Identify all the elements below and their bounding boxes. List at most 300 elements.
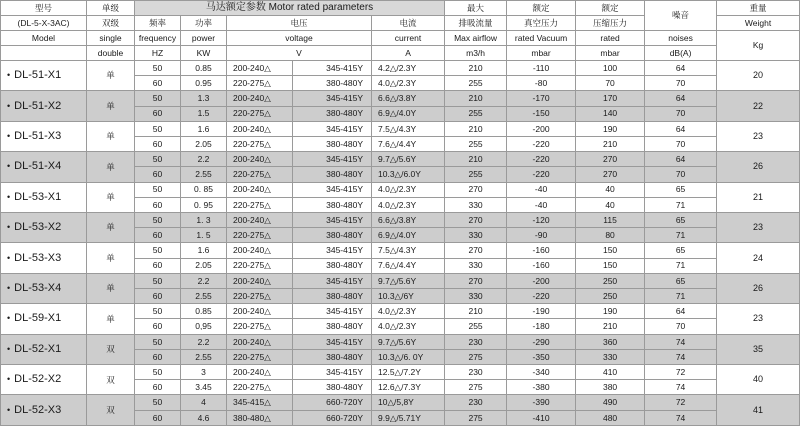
model-name: DL-59-X1 — [14, 312, 62, 325]
power-cell: 1. 3 — [181, 213, 227, 228]
voltage-delta-cell: 200-240△ — [227, 182, 293, 197]
bullet-icon: • — [7, 313, 11, 324]
bullet-icon: • — [7, 343, 11, 354]
airflow-cell: 270 — [445, 213, 507, 228]
airflow-cell: 210 — [445, 121, 507, 136]
voltage-delta-cell: 200-240△ — [227, 334, 293, 349]
frequency-cell: 50 — [135, 182, 181, 197]
vacuum-cell: -40 — [507, 197, 576, 212]
power-cell: 0.95 — [181, 76, 227, 91]
current-cell: 4.0△/2.3Y — [372, 319, 445, 334]
model-name-cell — [1, 61, 87, 91]
weight-cell: 40 — [717, 365, 800, 395]
noise-cell: 65 — [645, 213, 717, 228]
pressure-cell: 250 — [576, 289, 645, 304]
voltage-delta-cell: 380-480△ — [227, 410, 293, 425]
stage-cell: 单 — [87, 182, 135, 212]
power-cell: 1.6 — [181, 243, 227, 258]
voltage-star-cell: 345-415Y — [293, 243, 372, 258]
voltage-delta-cell: 345-415△ — [227, 395, 293, 410]
power-en-header: power — [181, 31, 227, 46]
weight-cell: 35 — [717, 334, 800, 364]
vacuum-cell: -160 — [507, 243, 576, 258]
voltage-star-cell: 380-480Y — [293, 380, 372, 395]
airflow-cell: 275 — [445, 349, 507, 364]
vacuum-cell: -380 — [507, 380, 576, 395]
airflow-cell: 255 — [445, 137, 507, 152]
airflow-cell: 210 — [445, 91, 507, 106]
vacuum-cell: -350 — [507, 349, 576, 364]
pressure-cell: 70 — [576, 76, 645, 91]
weight-cell: 23 — [717, 121, 800, 151]
frequency-cell: 60 — [135, 167, 181, 182]
model-name: DL-51-X4 — [14, 160, 62, 173]
voltage-star-cell: 380-480Y — [293, 197, 372, 212]
pressure-cell: 150 — [576, 243, 645, 258]
frequency-cell: 50 — [135, 213, 181, 228]
vacuum-cell: -180 — [507, 319, 576, 334]
weight-cell: 26 — [717, 273, 800, 303]
current-cell: 6.9△/4.0Y — [372, 106, 445, 121]
voltage-star-cell: 345-415Y — [293, 121, 372, 136]
power-cell: 1.6 — [181, 121, 227, 136]
voltage-delta-cell: 220-275△ — [227, 137, 293, 152]
noise-cell: 74 — [645, 349, 717, 364]
vacuum-en-header: rated Vacuum — [507, 31, 576, 46]
frequency-cell: 60 — [135, 410, 181, 425]
header-row-4 — [1, 46, 800, 61]
weight-cell: 24 — [717, 243, 800, 273]
pressure-cell: 210 — [576, 319, 645, 334]
frequency-unit-header: HZ — [135, 46, 181, 61]
model-name-cell — [1, 304, 87, 334]
table-row — [1, 121, 800, 136]
power-cell: 2.2 — [181, 334, 227, 349]
power-cell: 0,95 — [181, 319, 227, 334]
bullet-icon: • — [7, 404, 11, 415]
frequency-cell: 60 — [135, 319, 181, 334]
frequency-cell: 60 — [135, 137, 181, 152]
pressure-cn2-header: 压缩压力 — [576, 16, 645, 31]
model-cn-header: 型号 — [1, 1, 87, 16]
frequency-cell: 60 — [135, 106, 181, 121]
frequency-en-header: frequency — [135, 31, 181, 46]
frequency-cell: 50 — [135, 365, 181, 380]
current-cell: 7.6△/4.4Y — [372, 258, 445, 273]
airflow-cell: 330 — [445, 228, 507, 243]
model-name: DL-51-X2 — [14, 99, 62, 112]
voltage-delta-cell: 220-275△ — [227, 197, 293, 212]
power-cell: 2.05 — [181, 258, 227, 273]
frequency-cell: 50 — [135, 334, 181, 349]
airflow-unit-header: m3/h — [445, 46, 507, 61]
airflow-cell: 210 — [445, 61, 507, 76]
level-double-en-header: double — [87, 46, 135, 61]
bullet-icon: • — [7, 131, 11, 142]
voltage-delta-cell: 220-275△ — [227, 228, 293, 243]
table-row — [1, 182, 800, 197]
stage-cell: 单 — [87, 213, 135, 243]
noise-cell: 72 — [645, 395, 717, 410]
frequency-cell: 60 — [135, 228, 181, 243]
current-en-header: current — [372, 31, 445, 46]
pressure-cell: 250 — [576, 273, 645, 288]
voltage-delta-cell: 220-275△ — [227, 76, 293, 91]
voltage-delta-cell: 220-275△ — [227, 106, 293, 121]
frequency-cell: 50 — [135, 61, 181, 76]
vacuum-cell: -110 — [507, 61, 576, 76]
voltage-delta-cell: 200-240△ — [227, 121, 293, 136]
current-unit-header: A — [372, 46, 445, 61]
airflow-cell: 275 — [445, 380, 507, 395]
power-cell: 4.6 — [181, 410, 227, 425]
current-cell: 7.5△/4.3Y — [372, 121, 445, 136]
pressure-cell: 150 — [576, 258, 645, 273]
header-row-1 — [1, 1, 800, 16]
power-cell: 2.05 — [181, 137, 227, 152]
model-name: DL-53-X4 — [14, 282, 62, 295]
power-cell: 0.85 — [181, 61, 227, 76]
table-row — [1, 61, 800, 76]
voltage-star-cell: 345-415Y — [293, 213, 372, 228]
bullet-icon: • — [7, 161, 11, 172]
voltage-star-cell: 660-720Y — [293, 410, 372, 425]
voltage-delta-cell: 220-275△ — [227, 380, 293, 395]
weight-en-header: Weight — [717, 16, 800, 31]
header-row-3 — [1, 31, 800, 46]
model-name: DL-51-X1 — [14, 69, 62, 82]
frequency-cell: 60 — [135, 76, 181, 91]
airflow-cell: 210 — [445, 152, 507, 167]
model-name-cell — [1, 365, 87, 395]
stage-cell: 双 — [87, 365, 135, 395]
model-name-cell — [1, 91, 87, 121]
pressure-cell: 115 — [576, 213, 645, 228]
power-cell: 2.2 — [181, 152, 227, 167]
vacuum-cell: -340 — [507, 365, 576, 380]
pressure-cn1-header: 额定 — [576, 1, 645, 16]
frequency-cn-header: 频率 — [135, 16, 181, 31]
model-name: DL-52-X1 — [14, 342, 62, 355]
voltage-star-cell: 345-415Y — [293, 304, 372, 319]
noise-cn-header: 噪音 — [645, 1, 717, 31]
noise-cell: 70 — [645, 319, 717, 334]
stage-cell: 单 — [87, 152, 135, 182]
pressure-cell: 190 — [576, 121, 645, 136]
current-cell: 10.3△/6. 0Y — [372, 349, 445, 364]
bullet-icon: • — [7, 100, 11, 111]
pressure-cell: 270 — [576, 152, 645, 167]
power-cell: 2.2 — [181, 273, 227, 288]
model-name-cell — [1, 243, 87, 273]
noise-cell: 64 — [645, 121, 717, 136]
noise-cell: 64 — [645, 304, 717, 319]
model-name-cell — [1, 121, 87, 151]
weight-cell: 23 — [717, 213, 800, 243]
power-cell: 1.3 — [181, 91, 227, 106]
voltage-delta-cell: 200-240△ — [227, 243, 293, 258]
weight-cell: 26 — [717, 152, 800, 182]
pressure-cell: 210 — [576, 137, 645, 152]
voltage-delta-cell: 200-240△ — [227, 213, 293, 228]
airflow-cn2-header: 排吸流量 — [445, 16, 507, 31]
power-cell: 0.85 — [181, 304, 227, 319]
model-name: DL-51-X3 — [14, 130, 62, 143]
frequency-cell: 50 — [135, 273, 181, 288]
pressure-cell: 480 — [576, 410, 645, 425]
current-cn-header: 电流 — [372, 16, 445, 31]
noise-cell: 65 — [645, 273, 717, 288]
pressure-cell: 490 — [576, 395, 645, 410]
airflow-cell: 255 — [445, 167, 507, 182]
vacuum-cell: -150 — [507, 106, 576, 121]
vacuum-cell: -410 — [507, 410, 576, 425]
power-cell: 0. 85 — [181, 182, 227, 197]
vacuum-cell: -190 — [507, 304, 576, 319]
voltage-star-cell: 380-480Y — [293, 106, 372, 121]
voltage-delta-cell: 200-240△ — [227, 91, 293, 106]
stage-cell: 单 — [87, 243, 135, 273]
pressure-cell: 190 — [576, 304, 645, 319]
current-cell: 10△/5,8Y — [372, 395, 445, 410]
noise-cell: 71 — [645, 228, 717, 243]
table-row — [1, 91, 800, 106]
weight-cell: 41 — [717, 395, 800, 426]
power-cell: 3 — [181, 365, 227, 380]
voltage-star-cell: 380-480Y — [293, 76, 372, 91]
voltage-star-cell: 380-480Y — [293, 137, 372, 152]
table-row — [1, 365, 800, 380]
weight-cell: 23 — [717, 304, 800, 334]
pressure-en-header: rated — [576, 31, 645, 46]
bullet-icon: • — [7, 374, 11, 385]
vacuum-cell: -160 — [507, 258, 576, 273]
voltage-star-cell: 345-415Y — [293, 91, 372, 106]
voltage-star-cell: 345-415Y — [293, 61, 372, 76]
bullet-icon: • — [7, 283, 11, 294]
frequency-cell: 50 — [135, 121, 181, 136]
vacuum-cell: -40 — [507, 182, 576, 197]
pressure-cell: 100 — [576, 61, 645, 76]
power-cell: 2.55 — [181, 349, 227, 364]
model-name-cell — [1, 213, 87, 243]
pressure-cell: 330 — [576, 349, 645, 364]
airflow-cell: 270 — [445, 182, 507, 197]
current-cell: 9.7△/5.6Y — [372, 152, 445, 167]
table-row — [1, 395, 800, 410]
power-cell: 0. 95 — [181, 197, 227, 212]
table-row — [1, 334, 800, 349]
pressure-cell: 360 — [576, 334, 645, 349]
frequency-cell: 50 — [135, 152, 181, 167]
voltage-delta-cell: 200-240△ — [227, 304, 293, 319]
current-cell: 10.3△/6Y — [372, 289, 445, 304]
voltage-star-cell: 380-480Y — [293, 289, 372, 304]
model-name-cell — [1, 334, 87, 364]
stage-cell: 单 — [87, 273, 135, 303]
model-en-header: Model — [1, 31, 87, 46]
power-unit-header: KW — [181, 46, 227, 61]
airflow-cell: 330 — [445, 197, 507, 212]
model-name: DL-53-X3 — [14, 251, 62, 264]
voltage-star-cell: 660-720Y — [293, 395, 372, 410]
stage-cell: 单 — [87, 61, 135, 91]
voltage-en-header: voltage — [227, 31, 372, 46]
current-cell: 9.7△/5.6Y — [372, 273, 445, 288]
noise-cell: 70 — [645, 167, 717, 182]
voltage-delta-cell: 200-240△ — [227, 61, 293, 76]
current-cell: 4.0△/2.3Y — [372, 197, 445, 212]
voltage-star-cell: 380-480Y — [293, 228, 372, 243]
weight-cell: 20 — [717, 61, 800, 91]
voltage-star-cell: 345-415Y — [293, 152, 372, 167]
vacuum-cell: -390 — [507, 395, 576, 410]
current-cell: 4.0△/2.3Y — [372, 182, 445, 197]
stage-cell: 单 — [87, 121, 135, 151]
noise-cell: 65 — [645, 243, 717, 258]
power-cell: 4 — [181, 395, 227, 410]
frequency-cell: 50 — [135, 304, 181, 319]
bullet-icon: • — [7, 252, 11, 263]
weight-cell: 22 — [717, 91, 800, 121]
noise-cell: 70 — [645, 76, 717, 91]
pressure-cell: 80 — [576, 228, 645, 243]
vacuum-cell: -200 — [507, 121, 576, 136]
voltage-delta-cell: 220-275△ — [227, 319, 293, 334]
vacuum-cell: -120 — [507, 213, 576, 228]
current-cell: 6.9△/4.0Y — [372, 228, 445, 243]
noise-cell: 64 — [645, 91, 717, 106]
model-name-cell — [1, 182, 87, 212]
frequency-cell: 60 — [135, 349, 181, 364]
pressure-cell: 40 — [576, 182, 645, 197]
noise-cell: 70 — [645, 137, 717, 152]
voltage-cn-header: 电压 — [227, 16, 372, 31]
vacuum-cn1-header: 额定 — [507, 1, 576, 16]
noise-cell: 74 — [645, 380, 717, 395]
noise-cell: 72 — [645, 365, 717, 380]
frequency-cell: 60 — [135, 258, 181, 273]
vacuum-cell: -220 — [507, 137, 576, 152]
voltage-star-cell: 380-480Y — [293, 319, 372, 334]
pressure-cell: 270 — [576, 167, 645, 182]
table-row — [1, 304, 800, 319]
power-cn-header: 功率 — [181, 16, 227, 31]
level-double-cn-header: 双级 — [87, 16, 135, 31]
voltage-delta-cell: 220-275△ — [227, 167, 293, 182]
table-row — [1, 213, 800, 228]
level-single-en-header: single — [87, 31, 135, 46]
airflow-cell: 275 — [445, 410, 507, 425]
noise-en-header: noises — [645, 31, 717, 46]
model-table-body — [1, 61, 800, 426]
airflow-cell: 270 — [445, 243, 507, 258]
noise-cell: 71 — [645, 197, 717, 212]
noise-unit-header: dB(A) — [645, 46, 717, 61]
current-cell: 6.6△/3.8Y — [372, 91, 445, 106]
frequency-cell: 50 — [135, 395, 181, 410]
current-cell: 6.6△/3.8Y — [372, 213, 445, 228]
stage-cell: 双 — [87, 395, 135, 426]
noise-cell: 71 — [645, 289, 717, 304]
power-cell: 1. 5 — [181, 228, 227, 243]
model-name-cell — [1, 395, 87, 426]
vacuum-cell: -200 — [507, 273, 576, 288]
airflow-en-header: Max airflow — [445, 31, 507, 46]
current-cell: 4.0△/2.3Y — [372, 304, 445, 319]
table-row — [1, 273, 800, 288]
noise-cell: 64 — [645, 61, 717, 76]
vacuum-cell: -290 — [507, 334, 576, 349]
voltage-star-cell: 345-415Y — [293, 334, 372, 349]
pressure-cell: 170 — [576, 91, 645, 106]
power-cell: 1.5 — [181, 106, 227, 121]
airflow-cn1-header: 最大 — [445, 1, 507, 16]
bullet-icon: • — [7, 222, 11, 233]
airflow-cell: 255 — [445, 76, 507, 91]
noise-cell: 65 — [645, 182, 717, 197]
current-cell: 9.9△/5.71Y — [372, 410, 445, 425]
voltage-delta-cell: 200-240△ — [227, 365, 293, 380]
voltage-star-cell: 345-415Y — [293, 182, 372, 197]
current-cell: 9.7△/5.6Y — [372, 334, 445, 349]
current-cell: 7.5△/4.3Y — [372, 243, 445, 258]
voltage-delta-cell: 220-275△ — [227, 349, 293, 364]
current-cell: 12.5△/7.2Y — [372, 365, 445, 380]
voltage-delta-cell: 220-275△ — [227, 289, 293, 304]
voltage-star-cell: 380-480Y — [293, 258, 372, 273]
noise-cell: 70 — [645, 106, 717, 121]
noise-cell: 74 — [645, 334, 717, 349]
frequency-cell: 60 — [135, 380, 181, 395]
noise-cell: 64 — [645, 152, 717, 167]
pressure-cell: 40 — [576, 197, 645, 212]
model-name: DL-52-X2 — [14, 373, 62, 386]
voltage-star-cell: 380-480Y — [293, 349, 372, 364]
table-row — [1, 152, 800, 167]
power-cell: 2.55 — [181, 289, 227, 304]
current-cell: 10.3△/6.0Y — [372, 167, 445, 182]
stage-cell: 单 — [87, 304, 135, 334]
stage-cell: 双 — [87, 334, 135, 364]
airflow-cell: 255 — [445, 106, 507, 121]
frequency-cell: 50 — [135, 243, 181, 258]
frequency-cell: 60 — [135, 197, 181, 212]
stage-cell: 单 — [87, 91, 135, 121]
vacuum-cn2-header: 真空压力 — [507, 16, 576, 31]
model-name-cell — [1, 152, 87, 182]
vacuum-cell: -80 — [507, 76, 576, 91]
vacuum-cell: -90 — [507, 228, 576, 243]
voltage-star-cell: 345-415Y — [293, 365, 372, 380]
current-cell: 4.2△/2.3Y — [372, 61, 445, 76]
airflow-cell: 330 — [445, 289, 507, 304]
pressure-cell: 410 — [576, 365, 645, 380]
voltage-star-cell: 380-480Y — [293, 167, 372, 182]
airflow-cell: 230 — [445, 365, 507, 380]
noise-cell: 71 — [645, 258, 717, 273]
vacuum-unit-header: mbar — [507, 46, 576, 61]
pressure-cell: 140 — [576, 106, 645, 121]
power-cell: 3.45 — [181, 380, 227, 395]
airflow-cell: 330 — [445, 258, 507, 273]
model-name-cell — [1, 273, 87, 303]
power-cell: 2.55 — [181, 167, 227, 182]
frequency-cell: 60 — [135, 289, 181, 304]
airflow-cell: 255 — [445, 319, 507, 334]
pressure-cell: 380 — [576, 380, 645, 395]
noise-cell: 74 — [645, 410, 717, 425]
